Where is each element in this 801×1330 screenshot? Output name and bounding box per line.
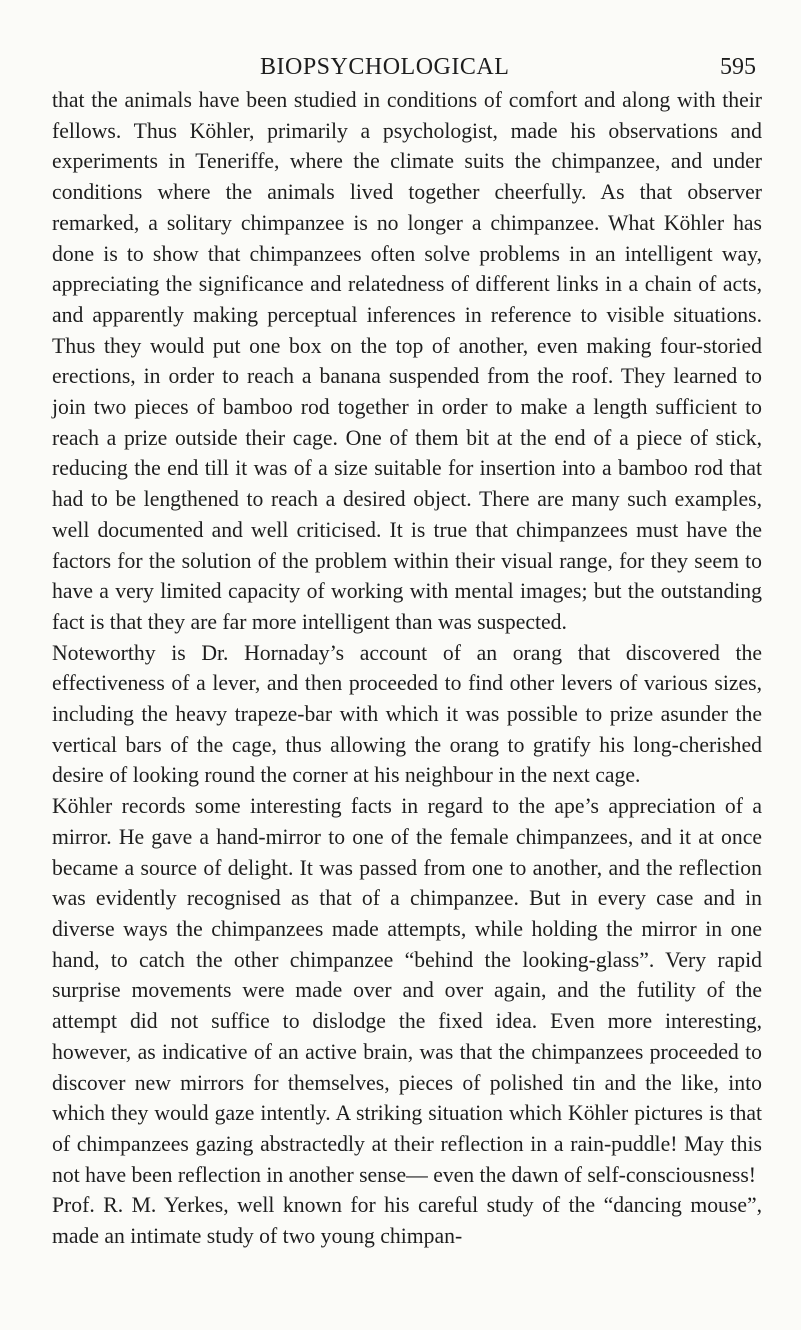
paragraph-4: Prof. R. M. Yerkes, well known for his careful study of the “dancing mouse”, made an intimate study of two young chimpan- [52, 1193, 762, 1249]
book-page [52, 50, 762, 1252]
paragraph-3: Köhler records some interesting facts in regard to the ape’s appreciation of a mirror. He gave a hand-mirror to one of the female chimpanzees, and it at once became a source of delight. It was passed from one to another, and the reflection was evidently recognised as that of a chimpanzee. But in every case and in diverse ways the chimpanzees made attempts, while holding the mirror in one hand, to catch the other chimpanzee “behind the looking-glass”. Very rapid surprise movements were made over and over again, and the futility of the attempt did not suffice to dislodge the fixed idea. Even more interesting, however, as indicative of an active brain, was that the chimpanzees proceeded to discover new mirrors for themselves, pieces of polished tin and the like, into which they would gaze intently. A striking situation which Köhler pictures is that of chimpanzees gazing abstractedly at their reflection in a rain-puddle! May this not have been reflection in another sense— even the dawn of self-consciousness! [52, 794, 762, 1187]
paragraph-1: that the animals have been studied in conditions of comfort and along with their fellows. Thus Köhler, primarily a psychologist, made his observations and experiments in Teneriffe, where the climate suits the chimpanzee, and under conditions where the animals lived together cheerfully. As that observer remarked, a solitary chimpanzee is no longer a chimpanzee. What Köhler has done is to show that chimpanzees often solve problems in an intelligent way, appreciating the significance and relatedness of different links in a chain of acts, and apparently making perceptual inferences in reference to visible situations. Thus they would put one box on the top of another, even making four-storied erections, in order to reach a banana suspended from the roof. They learned to join two pieces of bamboo rod together in order to make a length sufficient to reach a prize outside their cage. One of them bit at the end of a piece of stick, reducing the end till it was of a size suitable for insertion into a bamboo rod that had to be lengthened to reach a desired object. There are many such examples, well documented and well criticised. It is true that chimpanzees must have the factors for the solution of the problem within their visual range, for they seem to have a very limited capacity of working with mental images; but the outstanding fact is that they are far more intelligent than was suspected. [52, 88, 762, 634]
running-title: BIOPSYCHOLOGICAL [260, 54, 510, 80]
page-number: 595 [720, 54, 756, 80]
running-head [52, 50, 762, 84]
body-text [52, 85, 762, 1252]
paragraph-2: Noteworthy is Dr. Hornaday’s account of an orang that discovered the effectiveness of a lever, and then proceeded to find other levers of various sizes, including the heavy trapeze-bar with which it was possible to prize asunder the vertical bars of the cage, thus allowing the orang to gratify his long-cherished desire of looking round the corner at his neighbour in the next cage. [52, 640, 762, 788]
